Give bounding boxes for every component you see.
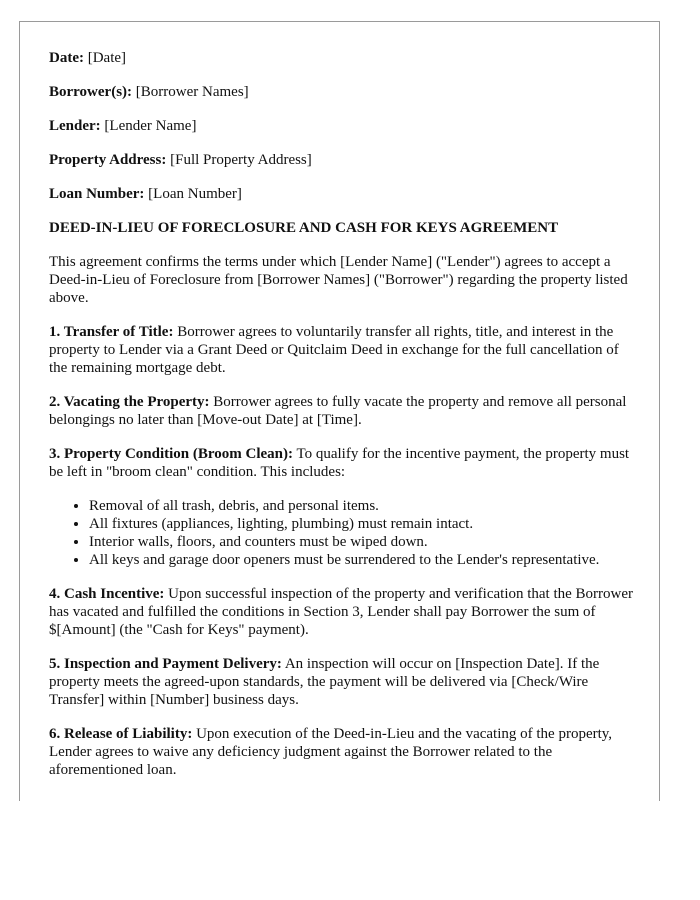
- section-vacating-property: [49, 393, 639, 429]
- intro-paragraph: This agreement confirms the terms under which [Lender Name] ("Lender") agrees to accept a Deed-in-Lieu of Foreclosure from [Borrower Names] ("Borrower") regarding the property listed above.: [49, 254, 628, 306]
- document-page: [19, 21, 660, 801]
- section-text: Upon successful inspection of the property and verification that the Borrower has vacated and fulfilled the conditions in Section 3, Lender shall pay Borrower the sum of $[Amount] (the "Cash for Keys" payment).: [49, 586, 634, 638]
- lender-value: [Lender Name]: [100, 118, 197, 134]
- condition-list: [49, 497, 639, 569]
- section-heading: 2. Vacating the Property:: [49, 394, 210, 410]
- agreement-title: DEED-IN-LIEU OF FORECLOSURE AND CASH FOR KEYS AGREEMENT: [49, 220, 559, 236]
- borrowers-value: [Borrower Names]: [132, 84, 249, 100]
- loan-number-value: [Loan Number]: [144, 186, 242, 202]
- property-address-label: Property Address:: [49, 152, 167, 168]
- section-heading: 1. Transfer of Title:: [49, 324, 174, 340]
- list-item: • Removal of all trash, debris, and personal items.: [89, 497, 639, 515]
- list-item: • All keys and garage door openers must be surrendered to the Lender's representative.: [89, 551, 639, 569]
- loan-number-field: [49, 185, 639, 203]
- section-property-condition: [49, 445, 639, 481]
- section-heading: 3. Property Condition (Broom Clean):: [49, 446, 294, 462]
- date-label: Date:: [49, 50, 84, 66]
- section-inspection-payment: [49, 655, 639, 709]
- section-transfer-of-title: [49, 323, 639, 377]
- section-text: Borrower agrees to voluntarily transfer all rights, title, and interest in the property to Lender via a Grant Deed or Quitclaim Deed in exchange for the full cancellation of the remaining mortgage debt.: [49, 324, 619, 376]
- section-heading: 6. Release of Liability:: [49, 726, 193, 742]
- list-item: • All fixtures (appliances, lighting, plumbing) must remain intact.: [89, 515, 639, 533]
- lender-field: [49, 117, 639, 135]
- section-cash-incentive: [49, 585, 639, 639]
- section-release-of-liability: [49, 725, 639, 779]
- section-text: Borrower agrees to fully vacate the property and remove all personal belongings no later than [Move-out Date] at [Time].: [49, 394, 627, 428]
- lender-label: Lender:: [49, 118, 101, 134]
- date-field: [49, 49, 639, 67]
- section-text: An inspection will occur on [Inspection Date]. If the property meets the agreed-upon standards, the payment will be delivered via [Check/Wire Transfer] within [Number] business days.: [49, 656, 600, 708]
- section-text: To qualify for the incentive payment, the property must be left in "broom clean" condition. This includes:: [49, 446, 630, 480]
- date-value: [Date]: [83, 50, 127, 66]
- list-item: • Interior walls, floors, and counters must be wiped down.: [89, 533, 639, 551]
- borrowers-field: [49, 83, 639, 101]
- borrowers-label: Borrower(s):: [49, 84, 133, 100]
- property-address-value: [Full Property Address]: [166, 152, 312, 168]
- section-text: Upon execution of the Deed-in-Lieu and the vacating of the property, Lender agrees to waive any deficiency judgment against the Borrower related to the aforementioned loan.: [49, 726, 613, 778]
- property-address-field: [49, 151, 639, 169]
- loan-number-label: Loan Number:: [49, 186, 145, 202]
- section-heading: 4. Cash Incentive:: [49, 586, 165, 602]
- section-heading: 5. Inspection and Payment Delivery:: [49, 656, 282, 672]
- document-content: [49, 49, 639, 795]
